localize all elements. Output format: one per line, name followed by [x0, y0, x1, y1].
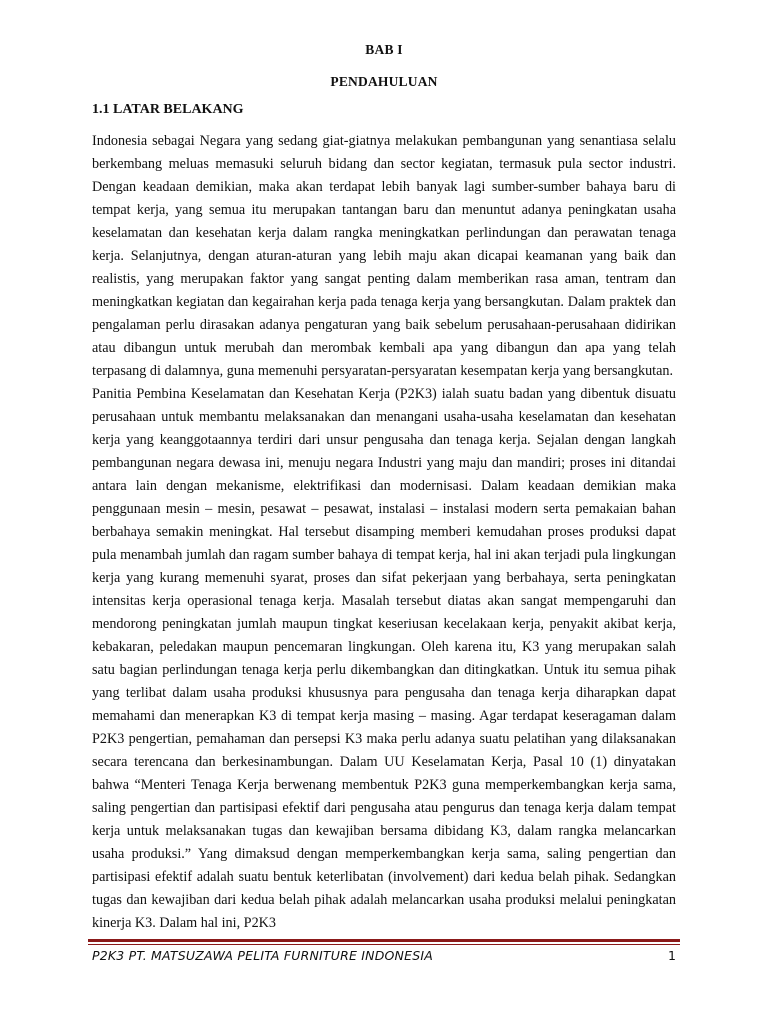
chapter-title: PENDAHULUAN: [330, 74, 438, 89]
chapter-number: BAB I: [365, 42, 403, 57]
paragraph: Indonesia sebagai Negara yang sedang giat-giatnya melakukan pembangunan yang senantiasa selalu berkembang meluas memasuki seluruh bidang dan sector kegiatan, termasuk pula sector industri. Dengan keadaan demikian, maka akan terdapat lebih banyak lagi sumber-sumber bahaya baru di tempat kerja, yang semua itu merupakan tantangan baru dan menuntut adanya peningkatan usaha keselamatan dan kesehatan kerja dalam rangka meningkatkan perlindungan dan perawatan tenaga kerja. Selanjutnya, dengan aturan-aturan yang lebih maju akan dicapai keamanan yang baik dan realistis, yang merupakan faktor yang sangat penting dalam memberikan rasa aman, tentram dan meningkatkan kegiatan dan kegairahan kerja pada tenaga kerja yang bersangkutan. Dalam praktek dan pengalaman perlu dirasakan adanya pengaturan yang baik sebelum perusahaan-perusahaan didirikan atau dibangun untuk merubah dan merombak kembali apa yang dibangun dan apa yang telah terpasang di dalamnya, guna memenuhi persyaratan-persyaratan kesempatan kerja yang bersangkutan.: [92, 133, 676, 379]
paragraph: Panitia Pembina Keselamatan dan Kesehatan Kerja (P2K3) ialah suatu badan yang dibentuk disuatu perusahaan untuk membantu melaksanakan dan menangani usaha-usaha keselamatan dan kesehatan kerja yang keanggotaannya terdiri dari unsur pengusaha dan tenaga kerja. Sejalan dengan langkah pembangunan negara dewasa ini, menuju negara Industri yang maju dan mandiri; proses ini ditandai antara lain dengan mekanisme, elektrifikasi dan modernisasi. Dalam keadaan demikian maka penggunaan mesin – mesin, pesawat – pesawat, instalasi – instalasi modern serta pemakaian bahan berbahaya semakin meningkat. Hal tersebut disamping memberi kemudahan proses produksi dapat pula menambah jumlah dan ragam sumber bahaya di tempat kerja, hal ini akan terjadi pula lingkungan kerja yang kurang memenuhi syarat, proses dan sifat pekerjaan yang berbahaya, serta peningkatan intensitas kerja operasional tenaga kerja. Masalah tersebut diatas akan sangat mempengaruhi dan mendorong peningkatan jumlah maupun tingkat keseriusan kecelakaan kerja, penyakit akibat kerja, kebakaran, peledakan maupun pencemaran lingkungan. Oleh karena itu, K3 yang merupakan salah satu bagian perlindungan tenaga kerja perlu dikembangkan dan ditingkatkan. Untuk itu semua pihak yang terlibat dalam usaha produksi khususnya para pengusaha dan tenaga kerja diharapkan dapat memahami dan menerapkan K3 di tempat kerja masing – masing. Agar terdapat keseragaman dalam P2K3 pengertian, pemahaman dan persepsi K3 maka perlu adanya suatu pelatihan yang dilaksanakan secara terencana dan berkesinambungan. Dalam UU Keselamatan Kerja, Pasal 10 (1) dinyatakan bahwa “Menteri Tenaga Kerja berwenang membentuk P2K3 guna memperkembangkan kerja sama, saling pengertian dan partisipasi efektif dari pengusaha atau pengurus dan tenaga kerja dalam tempat kerja untuk melaksanakan tugas dan kewajiban bersama dibidang K3, dalam rangka melancarkan usaha produksi.” Yang dimaksud dengan memperkembangkan kerja sama, saling pengertian dan partisipasi efektif adalah suatu bentuk keterlibatan (involvement) dari kedua belah pihak. Sedangkan tugas dan kewajiban dari kedua belah pihak adalah melancarkan usaha produksi melalui peningkatan kinerja K3. Dalam hal ini, P2K3: [92, 386, 676, 931]
page-number: 1: [668, 948, 676, 963]
footer-rule-thin: [88, 944, 680, 945]
body-text: [92, 130, 676, 935]
section-heading: 1.1 LATAR BELAKANG: [92, 102, 244, 117]
footer-title: P2K3 PT. MATSUZAWA PELITA FURNITURE INDONESIA: [92, 948, 433, 963]
footer-rule: [88, 939, 680, 942]
